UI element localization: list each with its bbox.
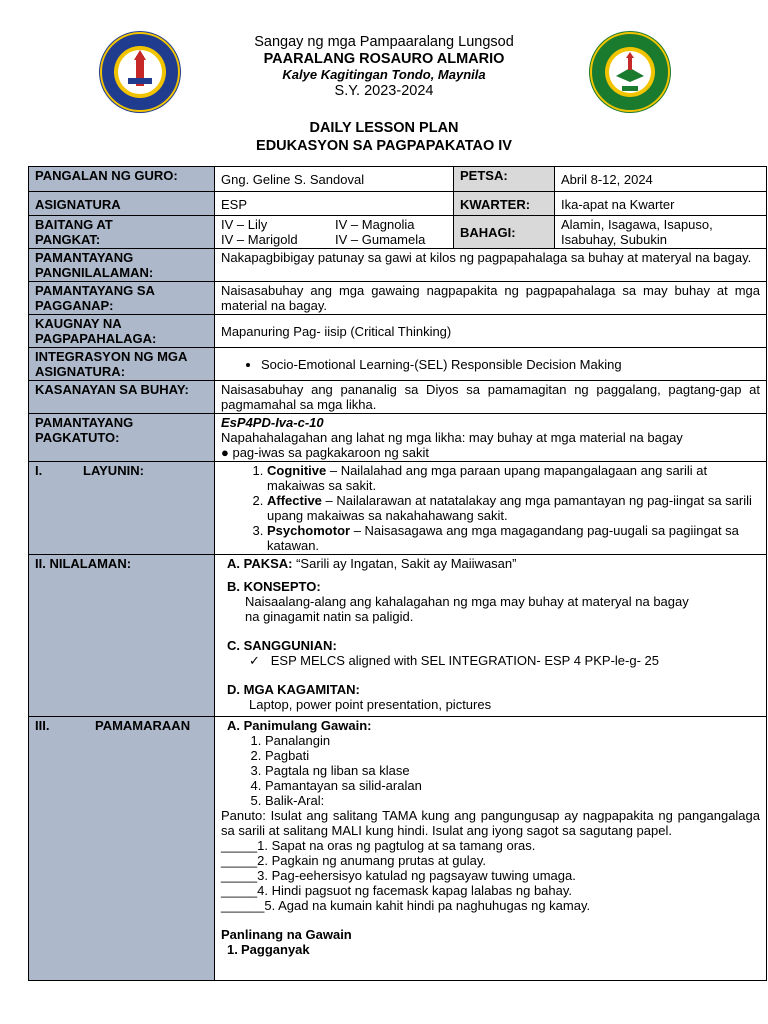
title-line-1: DAILY LESSON PLAN	[309, 120, 459, 136]
label-pagganap: PAMANTAYANG SA PAGGANAP:	[29, 282, 215, 315]
row-layunin	[29, 462, 767, 555]
row-nilalaman	[29, 555, 767, 717]
pagkatuto-text: Napahahalagahan ang lahat ng mga likha: may buhay at mga material na bagay	[221, 430, 683, 445]
quiz-item: _____3. Pag-eehersisyo katulad ng pagsayaw tuwing umaga.	[221, 868, 576, 883]
value-pagkatuto	[215, 414, 767, 462]
panimula-item: 2. Pagbati	[265, 748, 760, 763]
value-nilalaman	[215, 555, 767, 717]
layunin-text: – Nailalarawan at natatalakay ang mga pamantayan ng pag-iingat sa sarili upang makaiwas sa nakahahawang sakit.	[267, 493, 752, 523]
layunin-term: Psychomotor	[267, 523, 351, 538]
value-kwarter: Ika-apat na Kwarter	[555, 192, 767, 216]
panimula-item: 1. Panalangin	[265, 733, 760, 748]
value-guro: Gng. Geline S. Sandoval	[215, 167, 454, 192]
row-asignatura	[29, 192, 767, 216]
row-pagganap	[29, 282, 767, 315]
quiz-item: _____1. Sapat na oras ng pagtulog at sa tamang oras.	[221, 838, 536, 853]
row-guro	[29, 167, 767, 192]
pagkatuto-bullet: ● pag-iwas sa pagkakaroon ng sakit	[221, 445, 430, 460]
lesson-plan-table	[28, 166, 767, 981]
school-year: S.Y. 2023-2024	[334, 83, 434, 99]
value-petsa: Abril 8-12, 2024	[555, 167, 767, 192]
pangkat-marigold: IV – Marigold	[221, 232, 298, 247]
title-line-2: EDUKASYON SA PAGPAPAKATAO IV	[256, 138, 512, 154]
label-nilalaman: II. NILALAMAN:	[29, 555, 215, 717]
value-pagganap: Naisasabuhay ang mga gawaing nagpapakita ng pagpapahalaga sa may buhay at mga material na bagay.	[215, 282, 767, 315]
label-baitang	[29, 216, 215, 249]
label-layunin	[29, 462, 215, 555]
pangkat-lily: IV – Lily	[221, 217, 268, 232]
label-pamamaraan-text: PAMAMARAAN	[95, 718, 191, 733]
row-kasanayan	[29, 381, 767, 414]
row-kaugnay	[29, 315, 767, 348]
panuto-text: Panuto: Isulat ang salitang TAMA kung ang pangungusap ay nagpapakita ng pangangalaga sa sarili at salitang MALI kung hindi. Isulat ang iyong sagot sa sagutang papel.	[221, 808, 760, 838]
label-layunin-num: I.	[35, 463, 43, 478]
layunin-item	[267, 493, 760, 523]
sanggunian-label: C. SANGGUNIAN:	[227, 638, 337, 653]
label-bahagi: BAHAGI:	[454, 216, 555, 249]
document-header	[0, 34, 768, 100]
paksa-label: A. PAKSA:	[227, 556, 293, 571]
school-name: PAARALANG ROSAURO ALMARIO	[263, 51, 505, 67]
pagkatuto-code: EsP4PD-Iva-c-10	[221, 415, 324, 430]
label-pagkatuto: PAMANTAYANG PAGKATUTO:	[29, 414, 215, 462]
value-integrasyon	[215, 348, 767, 381]
layunin-item	[267, 523, 760, 553]
row-pamamaraan	[29, 717, 767, 981]
panimula-label: A. Panimulang Gawain:	[227, 718, 372, 733]
kagamitan-value: Laptop, power point presentation, pictures	[249, 697, 492, 712]
layunin-term: Cognitive	[267, 463, 327, 478]
layunin-text: – Nailalahad ang mga paraan upang mapangalagaan ang sarili at makaiwas sa sakit.	[267, 463, 708, 493]
label-integrasyon: INTEGRASYON NG MGA ASIGNATURA:	[29, 348, 215, 381]
pagganyak-label: Pagganyak	[241, 942, 310, 957]
quiz-item: ______5. Agad na kumain kahit hindi pa naghuhugas ng kamay.	[221, 898, 591, 913]
label-pamamaraan	[29, 717, 215, 981]
konsepto-value: Naisaalang-alang ang kahalagahan ng mga may buhay at materyal na bagay na ginagamit natin sa paligid.	[245, 594, 689, 624]
row-pagkatuto	[29, 414, 767, 462]
layunin-term: Affective	[267, 493, 322, 508]
panlinang-label: Panlinang na Gawain	[221, 927, 352, 942]
konsepto-label: B. KONSEPTO:	[227, 579, 321, 594]
value-kaugnay: Mapanuring Pag- iisip (Critical Thinking)	[215, 315, 767, 348]
pangkat-gumamela: IV – Gumamela	[335, 232, 426, 247]
label-guro: PANGALAN NG GURO:	[29, 167, 215, 192]
paksa-value: “Sarili ay Ingatan, Sakit ay Maiiwasan”	[292, 556, 517, 571]
quiz-item: _____4. Hindi pagsuot ng facemask kapag lalabas ng bahay.	[221, 883, 573, 898]
value-pangkat	[215, 216, 454, 249]
pagganyak-num: 1.	[227, 942, 238, 957]
label-pamamaraan-num: III.	[35, 718, 50, 733]
value-layunin	[215, 462, 767, 555]
label-kasanayan: KASANAYAN SA BUHAY:	[29, 381, 215, 414]
value-pamamaraan	[215, 717, 767, 981]
label-kwarter: KWARTER:	[454, 192, 555, 216]
sanggunian-value: ESP MELCS aligned with SEL INTEGRATION- ESP 4 PKP-le-g- 25	[270, 653, 659, 668]
row-baitang	[29, 216, 767, 249]
label-petsa: PETSA:	[454, 167, 555, 192]
label-asignatura: ASIGNATURA	[29, 192, 215, 216]
kagamitan-label: D. MGA KAGAMITAN:	[227, 682, 360, 697]
value-pangnilalaman: Nakapagbibigay patunay sa gawi at kilos ng pagpapahalaga sa buhay at materyal na bagay.	[215, 249, 767, 282]
check-icon: ✓	[249, 653, 260, 668]
label-baitang-line2: PANGKAT:	[35, 232, 101, 247]
integrasyon-item: • Socio-Emotional Learning-(SEL) Responsible Decision Making	[261, 357, 760, 372]
row-pangnilalaman	[29, 249, 767, 282]
layunin-text: – Naisasagawa ang mga magagandang pag-uugali sa pagiingat sa katawan.	[267, 523, 739, 553]
division-name: Sangay ng mga Pampaaralang Lungsod	[254, 34, 514, 50]
label-pangnilalaman: PAMANTAYANG PANGNILALAMAN:	[29, 249, 215, 282]
label-kaugnay: KAUGNAY NA PAGPAPAHALAGA:	[29, 315, 215, 348]
label-layunin-text: LAYUNIN:	[83, 463, 144, 478]
document-title	[0, 119, 768, 155]
value-kasanayan: Naisasabuhay ang pananalig sa Diyos sa pamamagitan ng paggalang, pagtang-gap at pagmamahal sa mga likha.	[215, 381, 767, 414]
panimula-item: 5. Balik-Aral:	[265, 793, 760, 808]
row-integrasyon	[29, 348, 767, 381]
value-asignatura: ESP	[215, 192, 454, 216]
value-bahagi: Alamin, Isagawa, Isapuso, Isabuhay, Subukin	[555, 216, 767, 249]
pangkat-magnolia: IV – Magnolia	[335, 217, 415, 232]
school-address: Kalye Kagitingan Tondo, Maynila	[282, 67, 486, 82]
layunin-item	[267, 463, 760, 493]
quiz-item: _____2. Pagkain ng anumang prutas at gulay.	[221, 853, 487, 868]
panimula-item: 4. Pamantayan sa silid-aralan	[265, 778, 760, 793]
panimula-item: 3. Pagtala ng liban sa klase	[265, 763, 760, 778]
label-baitang-line1: BAITANG AT	[35, 217, 113, 232]
